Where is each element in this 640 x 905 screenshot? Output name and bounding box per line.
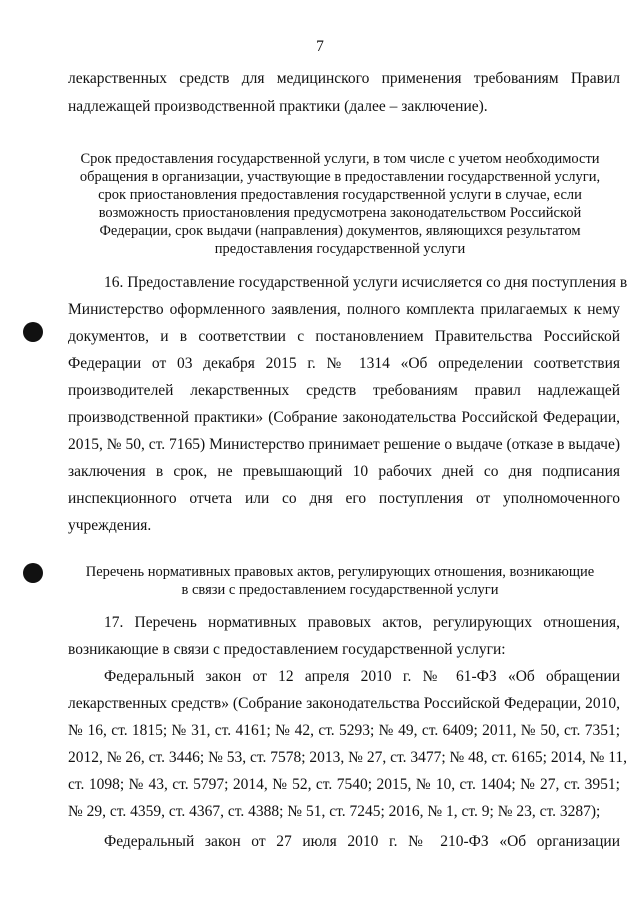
paragraph-line: 16. Предоставление государственной услуги исчисляется со дня поступления в: [104, 274, 628, 291]
paragraph-line: документов, и в соответствии с постановлением Правительства Российской: [68, 328, 620, 345]
paragraph-line: 17. Перечень нормативных правовых актов, регулирующих отношения,: [104, 614, 620, 631]
law-citation-line: № 29, ст. 4359, ст. 4367, ст. 4388; № 51, ст. 7245; 2016, № 1, ст. 9; № 23, ст. 3287);: [68, 803, 601, 820]
law-citation-line: лекарственных средств» (Собрание законодательства Российской Федерации, 2010,: [68, 695, 620, 712]
section-heading-line: обращения в организации, участвующие в предоставлении государственной услуги,: [79, 169, 601, 185]
law-citation-line: ст. 1098; № 43, ст. 5797; 2014, № 52, ст. 7540; 2015, № 10, ст. 1404; № 27, ст. 3951;: [68, 776, 620, 793]
paragraph-line: возникающие в связи с предоставлением государственной услуги:: [68, 641, 506, 658]
paragraph-line: производителей лекарственных средств требованиям правил надлежащей: [68, 382, 620, 399]
paragraph-line: заключения в срок, не превышающий 10 рабочих дней со дня подписания: [68, 463, 620, 480]
text-line: лекарственных средств для медицинского применения требованиям Правил: [68, 70, 620, 87]
paragraph-line: 2015, № 50, ст. 7165) Министерство принимает решение о выдаче (отказе в выдаче): [68, 436, 620, 453]
paragraph-line: производственной практики» (Собрание законодательства Российской Федерации,: [68, 409, 620, 426]
law-citation-line: Федеральный закон от 12 апреля 2010 г. № 61-ФЗ «Об обращении: [104, 668, 620, 685]
section-heading-line: Перечень нормативных правовых актов, регулирующих отношения, возникающие: [85, 564, 595, 580]
section-heading-line: срок приостановления предоставления государственной услуги в случае, если: [98, 187, 582, 203]
law-citation-line: 2012, № 26, ст. 3446; № 53, ст. 7578; 2013, № 27, ст. 3477; № 48, ст. 6165; 2014, № 11,: [68, 749, 628, 766]
section-heading-line: предоставления государственной услуги: [214, 241, 466, 257]
paragraph-line: инспекционного отчета или со дня его поступления от уполномоченного: [68, 490, 620, 507]
section-heading-line: Срок предоставления государственной услуги, в том числе с учетом необходимости: [80, 151, 600, 167]
law-citation-line: № 16, ст. 1815; № 31, ст. 4161; № 42, ст. 5293; № 49, ст. 6409; 2011, № 50, ст. 7351;: [68, 722, 620, 739]
section-heading-line: возможность приостановления предусмотрена законодательством Российской: [98, 205, 582, 221]
binder-hole-mark: [23, 563, 43, 583]
binder-hole-mark: [23, 322, 43, 342]
paragraph-line: Федерации от 03 декабря 2015 г. № 1314 «Об определении соответствия: [68, 355, 620, 372]
paragraph-line: Министерство оформленного заявления, полного комплекта прилагаемых к нему: [68, 301, 620, 318]
law-citation-line: Федеральный закон от 27 июля 2010 г. № 210-ФЗ «Об организации: [104, 833, 620, 850]
section-heading-line: Федерации, срок выдачи (направления) документов, являющихся результатом: [99, 223, 581, 239]
text-line: надлежащей производственной практики (далее – заключение).: [68, 98, 488, 115]
section-heading-line: в связи с предоставлением государственной услуги: [181, 582, 499, 598]
paragraph-line: учреждения.: [68, 517, 152, 534]
page-number: 7: [316, 38, 324, 55]
